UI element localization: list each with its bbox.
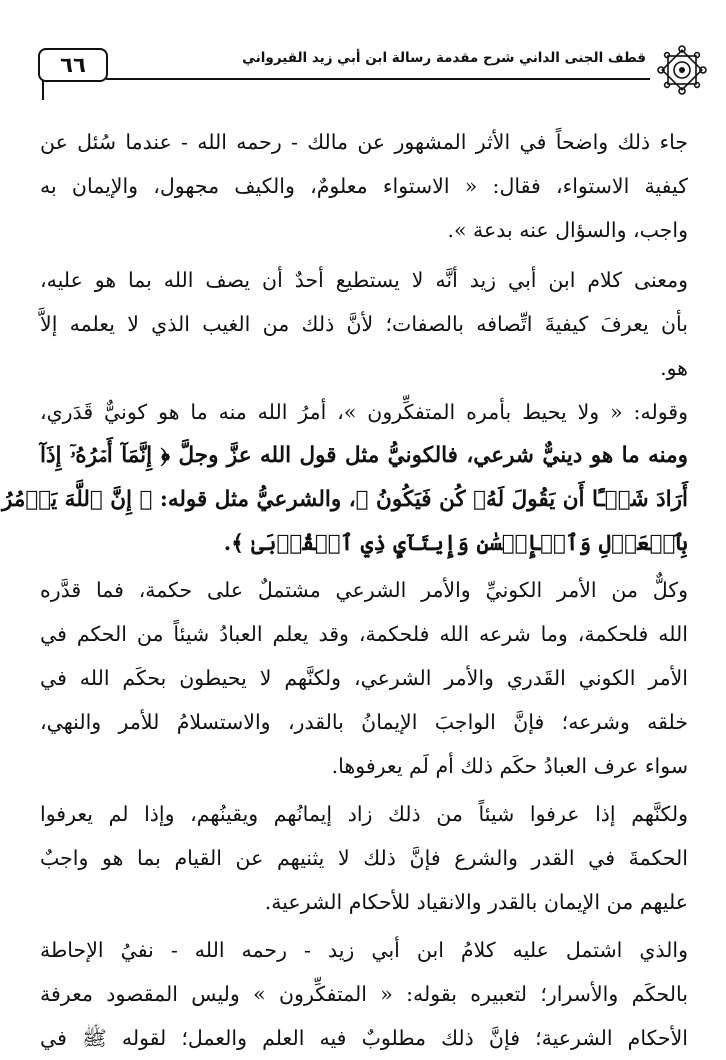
text-line-quran: ومنه ما هو دينيٌّ شرعي، فالكونيُّ مثل قول الله عزَّ وجلَّ ﴿ إِنَّمَآ أَمۡرُهُۥٓ إِذَآ <box>40 443 688 468</box>
text-line: واجب، والسؤال عنه بدعة ». <box>447 218 688 242</box>
text-line: الحكمةَ في القدر والشرع فإنَّ ذلك لا يثنيهم عن القيام بما هو واجبٌ <box>40 846 688 870</box>
text-line: وقوله: « ولا يحيط بأمره المتفكِّرون »، أمرُ الله منه ما هو كونيٌّ قَدَري، <box>40 400 688 424</box>
text-line: جاء ذلك واضحاً في الأثر المشهور عن مالك - رحمه الله - عندما سُئل عن <box>40 130 688 154</box>
text-line: والذي اشتمل عليه كلامُ ابن أبي زيد - رحمه الله - نفيُ الإحاطة <box>40 938 688 962</box>
text-line: بأن يعرفَ كيفيةَ اتِّصافه بالصفات؛ لأنَّ ذلك من الغيب الذي لا يعلمه إلاَّ <box>40 312 688 336</box>
text-line: ومعنى كلام ابن أبي زيد أنَّه لا يستطيع أحدٌ أن يصف الله بما هو عليه، <box>40 268 688 292</box>
text-line: الأمر الكوني القَدري والأمر الشرعي، ولكنَّهم لا يحيطون بحكَم الله في <box>40 666 688 690</box>
text-line-quran: أَرَادَ شَيۡـًٔا أَن يَقُولَ لَهُۥ كُن فَيَكُونُ ﴾، والشرعيُّ مثل قوله: ﴿ إِنَّ ٱللَّهَ يَأۡمُرُ <box>2 487 688 512</box>
header-rule <box>106 78 650 80</box>
text-line: سواء عرف العبادُ حكَم ذلك أم لَم يعرفوها. <box>331 754 688 778</box>
page-header <box>28 42 710 104</box>
octagonal-star-ornament-icon <box>654 42 710 98</box>
text-line: خلقه وشرعه؛ فإنَّ الواجبَ الإيمانُ بالقدر، والاستسلامُ للأمر والنهي، <box>40 710 688 734</box>
text-line: الله فلحكمة، وما شرعه الله فلحكمة، وقد يعلم العبادُ شيئاً من الحكم في <box>40 622 688 646</box>
text-line: وكلٌّ من الأمر الكونيِّ والأمر الشرعي مشتملٌ على حكمة، فما قدَّره <box>40 578 688 602</box>
text-line: عليهم من الإيمان بالقدر والانقياد للأحكام الشرعية. <box>264 890 688 914</box>
text-line: ولكنَّهم إذا عرفوا شيئاً من ذلك زاد إيمانُهم ويقينُهم، وإذا لم يعرفوا <box>40 802 688 826</box>
text-line: كيفية الاستواء، فقال: « الاستواء معلومٌ، والكيف مجهول، والإيمان به <box>40 174 688 198</box>
text-line: الأحكام الشرعية؛ فإنَّ ذلك مطلوبٌ فيه العلم والعمل؛ لقوله ﷺ في <box>40 1026 688 1050</box>
running-title: قطف الجنى الداني شرح مقدمة رسالة ابن أبي زيد القيرواني <box>242 50 646 66</box>
text-line: بالحكَم والأسرار؛ لتعبيره بقوله: « المتفكِّرون » وليس المقصود معرفة <box>40 982 688 1006</box>
page-number: ٦٦ <box>38 48 108 82</box>
text-line: هو. <box>660 356 688 380</box>
text-line-quran: بِٱلۡعَدۡلِ وَٱلۡإِحۡسَٰنِ وَإِيتَآيِٕ ذِي ٱلۡقُرۡبَىٰ ﴾. <box>223 531 688 556</box>
